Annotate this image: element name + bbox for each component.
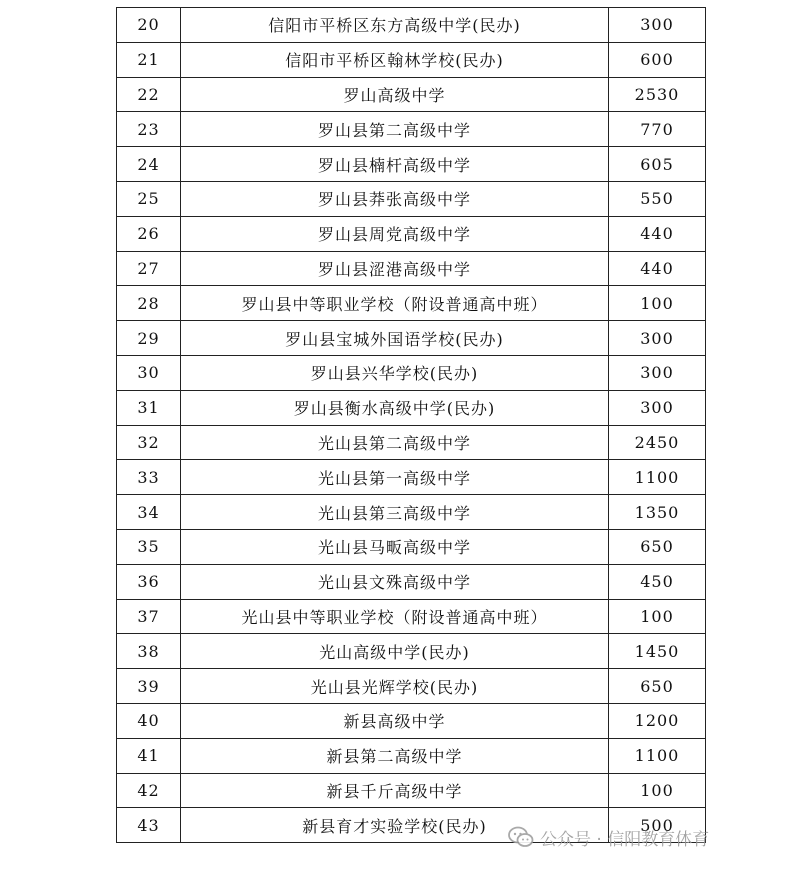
- enrollment-count-cell: 500: [609, 808, 706, 843]
- enrollment-count-cell: 1100: [609, 460, 706, 495]
- enrollment-count-cell: 100: [609, 599, 706, 634]
- school-name-cell: 光山县第三高级中学: [181, 495, 609, 530]
- row-number-cell: 43: [117, 808, 181, 843]
- school-name-cell: 新县育才实验学校(民办): [181, 808, 609, 843]
- table-body: [117, 8, 706, 843]
- table-row: [117, 634, 706, 669]
- table-row: [117, 321, 706, 356]
- enrollment-count-cell: 600: [609, 42, 706, 77]
- table-row: [117, 495, 706, 530]
- school-name-cell: 罗山县第二高级中学: [181, 112, 609, 147]
- table-row: [117, 216, 706, 251]
- school-name-cell: 光山高级中学(民办): [181, 634, 609, 669]
- enrollment-count-cell: 440: [609, 251, 706, 286]
- table-row: [117, 599, 706, 634]
- school-name-cell: 罗山县周党高级中学: [181, 216, 609, 251]
- school-name-cell: 新县高级中学: [181, 703, 609, 738]
- enrollment-count-cell: 1200: [609, 703, 706, 738]
- row-number-cell: 21: [117, 42, 181, 77]
- row-number-cell: 20: [117, 8, 181, 43]
- row-number-cell: 27: [117, 251, 181, 286]
- enrollment-count-cell: 300: [609, 355, 706, 390]
- enrollment-count-cell: 550: [609, 181, 706, 216]
- enrollment-count-cell: 2450: [609, 425, 706, 460]
- enrollment-count-cell: 100: [609, 773, 706, 808]
- row-number-cell: 24: [117, 147, 181, 182]
- school-name-cell: 罗山县楠杆高级中学: [181, 147, 609, 182]
- wechat-icon: [508, 826, 534, 848]
- school-name-cell: 罗山县兴华学校(民办): [181, 355, 609, 390]
- table-row: [117, 529, 706, 564]
- school-name-cell: 罗山高级中学: [181, 77, 609, 112]
- row-number-cell: 34: [117, 495, 181, 530]
- row-number-cell: 35: [117, 529, 181, 564]
- enrollment-count-cell: 650: [609, 529, 706, 564]
- school-name-cell: 信阳市平桥区翰林学校(民办): [181, 42, 609, 77]
- watermark-text: 公众号 · 信阳教育体育: [540, 829, 710, 850]
- table-row: [117, 8, 706, 43]
- table-row: [117, 147, 706, 182]
- row-number-cell: 36: [117, 564, 181, 599]
- row-number-cell: 25: [117, 181, 181, 216]
- row-number-cell: 31: [117, 390, 181, 425]
- table-row: [117, 460, 706, 495]
- row-number-cell: 23: [117, 112, 181, 147]
- enrollment-count-cell: 1100: [609, 738, 706, 773]
- table-row: [117, 669, 706, 704]
- row-number-cell: 26: [117, 216, 181, 251]
- row-number-cell: 33: [117, 460, 181, 495]
- school-name-cell: 罗山县宝城外国语学校(民办): [181, 321, 609, 356]
- school-name-cell: 光山县马畈高级中学: [181, 529, 609, 564]
- school-name-cell: 光山县中等职业学校（附设普通高中班）: [181, 599, 609, 634]
- row-number-cell: 42: [117, 773, 181, 808]
- row-number-cell: 22: [117, 77, 181, 112]
- school-name-cell: 光山县光辉学校(民办): [181, 669, 609, 704]
- row-number-cell: 32: [117, 425, 181, 460]
- row-number-cell: 30: [117, 355, 181, 390]
- watermark: [508, 822, 709, 852]
- row-number-cell: 40: [117, 703, 181, 738]
- table-row: [117, 738, 706, 773]
- table-row: [117, 703, 706, 738]
- enrollment-count-cell: 1350: [609, 495, 706, 530]
- enrollment-count-cell: 770: [609, 112, 706, 147]
- school-name-cell: 新县千斤高级中学: [181, 773, 609, 808]
- school-name-cell: 罗山县莽张高级中学: [181, 181, 609, 216]
- table-row: [117, 112, 706, 147]
- enrollment-count-cell: 440: [609, 216, 706, 251]
- row-number-cell: 29: [117, 321, 181, 356]
- enrollment-count-cell: 300: [609, 390, 706, 425]
- table-row: [117, 773, 706, 808]
- enrollment-count-cell: 650: [609, 669, 706, 704]
- school-name-cell: 信阳市平桥区东方高级中学(民办): [181, 8, 609, 43]
- school-name-cell: 光山县第二高级中学: [181, 425, 609, 460]
- school-name-cell: 新县第二高级中学: [181, 738, 609, 773]
- table-row: [117, 355, 706, 390]
- school-name-cell: 罗山县涩港高级中学: [181, 251, 609, 286]
- enrollment-count-cell: 2530: [609, 77, 706, 112]
- table-row: [117, 181, 706, 216]
- row-number-cell: 38: [117, 634, 181, 669]
- school-name-cell: 罗山县衡水高级中学(民办): [181, 390, 609, 425]
- enrollment-count-cell: 1450: [609, 634, 706, 669]
- table-row: [117, 77, 706, 112]
- enrollment-count-cell: 300: [609, 8, 706, 43]
- enrollment-count-cell: 100: [609, 286, 706, 321]
- enrollment-count-cell: 605: [609, 147, 706, 182]
- table-row: [117, 42, 706, 77]
- row-number-cell: 41: [117, 738, 181, 773]
- table-row: [117, 251, 706, 286]
- table-row: [117, 390, 706, 425]
- school-enrollment-table: [116, 7, 706, 843]
- school-name-cell: 光山县文殊高级中学: [181, 564, 609, 599]
- school-name-cell: 罗山县中等职业学校（附设普通高中班）: [181, 286, 609, 321]
- row-number-cell: 28: [117, 286, 181, 321]
- row-number-cell: 37: [117, 599, 181, 634]
- enrollment-count-cell: 300: [609, 321, 706, 356]
- table-row: [117, 286, 706, 321]
- table-row: [117, 425, 706, 460]
- table-row: [117, 564, 706, 599]
- enrollment-count-cell: 450: [609, 564, 706, 599]
- row-number-cell: 39: [117, 669, 181, 704]
- school-name-cell: 光山县第一高级中学: [181, 460, 609, 495]
